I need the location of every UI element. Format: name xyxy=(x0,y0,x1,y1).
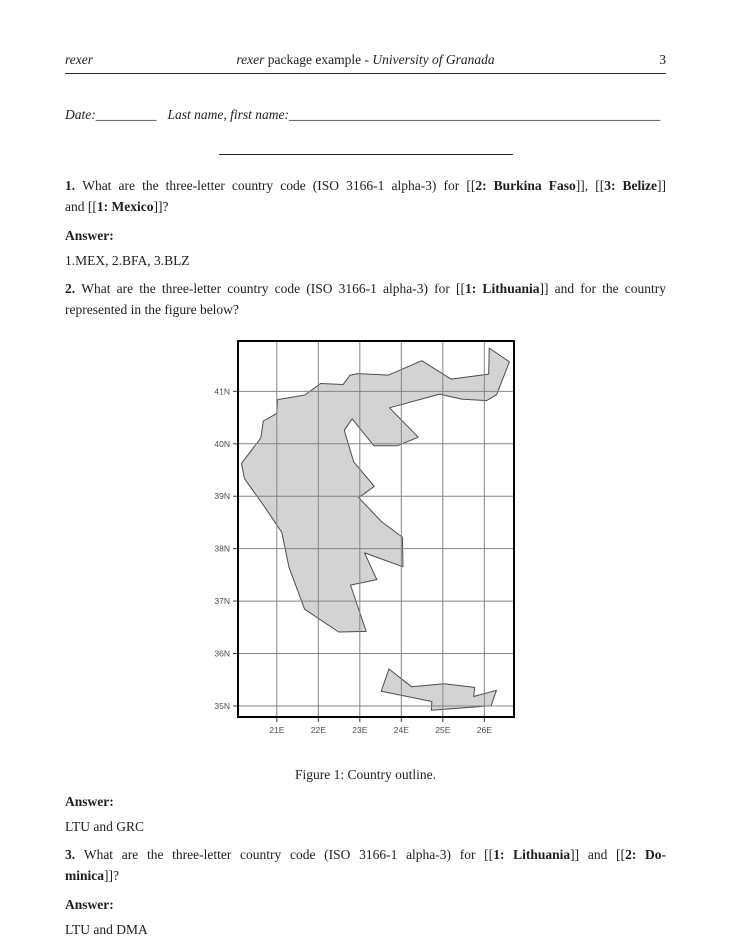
y-tick-label: 41N xyxy=(213,386,230,397)
country-polygon-mainland xyxy=(241,348,509,632)
figure-block xyxy=(65,338,666,742)
answer-2-text: LTU and GRC xyxy=(65,819,145,834)
country-outline-map xyxy=(208,338,524,738)
answer-3-text: LTU and DMA xyxy=(65,922,148,937)
y-tick-label: 35N xyxy=(213,700,230,711)
y-tick-label: 39N xyxy=(213,491,230,502)
question-2: 2. What are the three-letter country code (ISO 3166-1 alpha-3) for [[1: Lithuania]] and for the country represented in the figure below? xyxy=(65,281,666,317)
date-blank-line: _________ xyxy=(95,107,157,122)
section-divider-rule xyxy=(219,154,513,155)
x-tick-label: 22E xyxy=(310,725,326,735)
answer-1-label: Answer: xyxy=(65,228,114,243)
x-tick-label: 23E xyxy=(351,725,367,735)
country-polygon-crete xyxy=(381,669,496,710)
x-tick-label: 25E xyxy=(434,725,450,735)
answer-1-text: 1.MEX, 2.BFA, 3.BLZ xyxy=(65,253,190,268)
y-tick-label: 38N xyxy=(213,543,230,554)
y-tick-label: 36N xyxy=(213,648,230,659)
figure-caption: Figure 1: Country outline. xyxy=(295,767,436,782)
header-page-number: 3 xyxy=(659,52,666,67)
y-tick-label: 37N xyxy=(213,596,230,607)
name-blank-line: _______________________________________________________ xyxy=(289,107,661,122)
name-label: Last name, first name: xyxy=(167,107,289,122)
question-3: 3. What are the three-letter country code (ISO 3166-1 alpha-3) for [[1: Lithuania]] and [[2: Do- minica]]? xyxy=(65,847,667,883)
date-name-line xyxy=(65,107,666,123)
question-1: 1. What are the three-letter country code (ISO 3166-1 alpha-3) for [[2: Burkina Faso]], [[3: Belize]] and [[1: Mexico]]? xyxy=(65,178,666,214)
page-header xyxy=(65,0,666,74)
date-label: Date: xyxy=(65,107,96,122)
answer-2-label: Answer: xyxy=(65,794,114,809)
x-tick-label: 24E xyxy=(393,725,409,735)
x-tick-label: 26E xyxy=(476,725,492,735)
y-tick-label: 40N xyxy=(213,438,230,449)
header-center-title: rexer package example - University of Granada xyxy=(236,52,495,67)
header-left-title: rexer xyxy=(65,52,93,67)
answer-3-label: Answer: xyxy=(65,897,114,912)
x-tick-label: 21E xyxy=(268,725,284,735)
